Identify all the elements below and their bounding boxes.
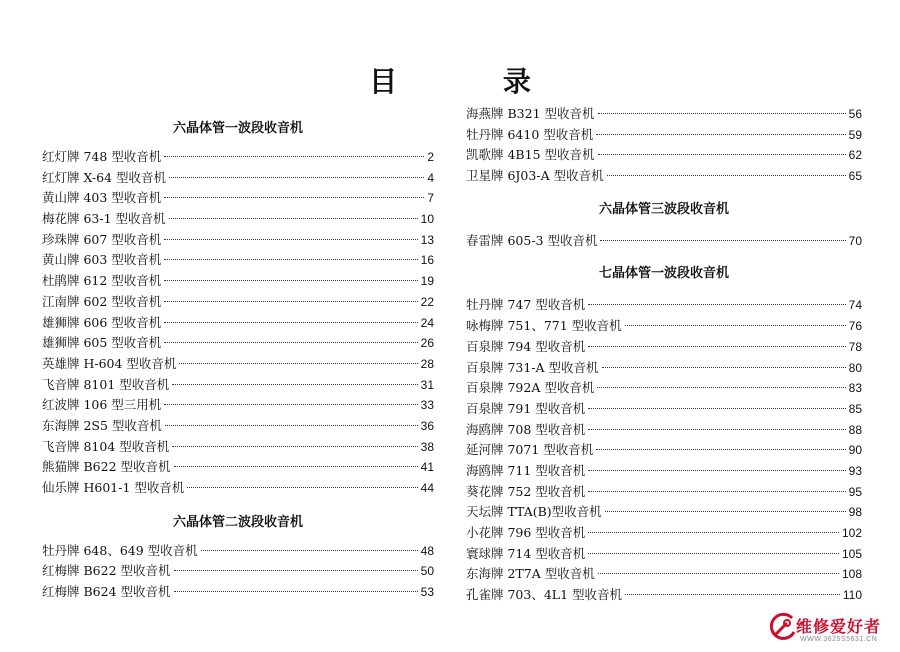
toc-entry-title: 小花牌 796 型收音机 <box>466 525 586 540</box>
toc-section-six-transistor-two-band <box>42 541 434 603</box>
toc-entry-title: 东海牌 2T7A 型收音机 <box>466 566 595 582</box>
watermark-url: WWW.3625S5631.CN <box>800 636 878 643</box>
dot-leader <box>625 594 840 595</box>
toc-entry-page-number: 41 <box>420 460 434 475</box>
toc-entry-title: 梅花牌 63-1 型收音机 <box>42 211 166 227</box>
dot-leader <box>588 429 845 430</box>
dot-leader <box>598 573 839 574</box>
toc-entry-page-number: 22 <box>420 294 434 309</box>
toc-entry-page-number: 83 <box>848 381 862 396</box>
toc-entry <box>466 295 862 316</box>
toc-entry-page-number: 50 <box>420 564 434 579</box>
toc-entry-title: 百泉牌 794 型收音机 <box>466 338 586 354</box>
toc-entry <box>42 375 434 396</box>
toc-entry-page-number: 70 <box>848 233 862 248</box>
toc-entry-title: 孔雀牌 703、4L1 型收音机 <box>466 587 623 603</box>
toc-entry <box>42 209 434 230</box>
toc-entry-title: 黄山牌 403 型收音机 <box>42 190 162 206</box>
toc-entry-title: 天坛牌 TTA(B)型收音机 <box>466 504 602 520</box>
toc-entry-title: 红梅牌 B624 型收音机 <box>42 584 171 600</box>
toc-entry-title: 百泉牌 791 型收音机 <box>466 400 586 416</box>
section-heading: 六晶体管三波段收音机 <box>598 201 729 217</box>
toc-entry-page-number: 80 <box>848 360 862 375</box>
toc-entry-title: 黄山牌 603 型收音机 <box>42 252 162 268</box>
toc-entry-title: 牡丹牌 6410 型收音机 <box>466 126 594 142</box>
toc-entry <box>466 104 862 125</box>
dot-leader <box>201 550 418 551</box>
toc-entry <box>42 437 434 458</box>
toc-entry <box>466 482 862 503</box>
dot-leader <box>174 591 418 592</box>
toc-entry-page-number: 59 <box>848 127 862 142</box>
toc-entry <box>466 585 862 606</box>
toc-entry-page-number: 108 <box>841 567 862 582</box>
dot-leader <box>164 322 417 323</box>
toc-entry-title: 咏梅牌 751、771 型收音机 <box>466 318 622 334</box>
toc-entry-page-number: 88 <box>848 422 862 437</box>
toc-continued-entries <box>466 104 862 187</box>
toc-entry <box>466 440 862 461</box>
toc-entry-title: 红灯牌 X-64 型收音机 <box>42 169 167 185</box>
toc-entry <box>466 358 862 379</box>
toc-entry-page-number: 53 <box>420 585 434 600</box>
toc-entry-title: 海燕牌 B321 型收音机 <box>466 106 595 121</box>
toc-entry <box>42 582 434 603</box>
toc-entry-page-number: 56 <box>848 107 862 121</box>
toc-entry-page-number: 26 <box>420 336 434 351</box>
toc-entry-page-number: 74 <box>848 298 862 313</box>
toc-entry-page-number: 62 <box>848 148 862 163</box>
site-watermark <box>766 608 896 648</box>
toc-entry-title: 杜鹃牌 612 型收音机 <box>42 273 162 289</box>
toc-entry-page-number: 90 <box>848 443 862 458</box>
toc-entry-title: 珍珠牌 607 型收音机 <box>42 231 162 247</box>
toc-entry <box>42 188 434 209</box>
toc-entry-title: 飞音牌 8101 型收音机 <box>42 376 170 392</box>
toc-entry-title: 春雷牌 605-3 型收音机 <box>466 232 598 248</box>
toc-entry <box>466 125 862 146</box>
toc-entry <box>42 395 434 416</box>
toc-entry <box>42 271 434 292</box>
dot-leader <box>174 466 418 467</box>
toc-entry-title: 百泉牌 792A 型收音机 <box>466 380 595 396</box>
toc-entry <box>466 523 862 544</box>
toc-entry-page-number: 102 <box>841 526 862 540</box>
dot-leader <box>588 491 845 492</box>
toc-entry-title: 英雄牌 H-604 型收音机 <box>42 355 177 371</box>
dot-leader <box>588 346 845 347</box>
watermark-name: 维修爱好者 <box>796 617 882 636</box>
toc-entry <box>466 399 862 420</box>
toc-entry-title: 红梅牌 B622 型收音机 <box>42 563 171 579</box>
toc-section-six-transistor-three-band <box>466 231 862 252</box>
dot-leader <box>596 449 845 450</box>
dot-leader <box>169 218 418 219</box>
dot-leader <box>164 301 417 302</box>
toc-entry-title: 红波牌 106 型三用机 <box>42 397 162 413</box>
toc-entry-page-number: 16 <box>420 253 434 268</box>
toc-entry <box>466 420 862 441</box>
toc-entry-page-number: 28 <box>420 356 434 371</box>
dot-leader <box>588 304 845 305</box>
toc-section-seven-transistor-one-band <box>466 295 862 605</box>
toc-entry <box>466 316 862 337</box>
toc-entry-page-number: 31 <box>420 377 434 392</box>
dot-leader <box>164 197 424 198</box>
dot-leader <box>600 240 845 241</box>
toc-entry <box>466 166 862 187</box>
toc-entry-page-number: 48 <box>420 543 434 558</box>
toc-entry-page-number: 93 <box>848 463 862 478</box>
toc-entry <box>42 147 434 168</box>
toc-entry-page-number: 105 <box>841 546 862 561</box>
toc-entry-title: 牡丹牌 648、649 型收音机 <box>42 542 198 558</box>
toc-entry-page-number: 7 <box>427 191 434 206</box>
dot-leader <box>597 387 845 388</box>
toc-entry <box>466 461 862 482</box>
dot-leader <box>588 553 839 554</box>
section-heading: 六晶体管一波段收音机 <box>172 121 303 136</box>
toc-entry <box>42 561 434 582</box>
dot-leader <box>169 177 424 178</box>
toc-entry-page-number: 33 <box>420 398 434 413</box>
toc-entry-title: 江南牌 602 型收音机 <box>42 293 162 309</box>
toc-entry <box>466 502 862 523</box>
toc-entry-page-number: 95 <box>848 484 862 499</box>
wrench-logo-icon <box>766 612 798 644</box>
toc-entry-page-number: 76 <box>848 319 862 334</box>
toc-entry-page-number: 4 <box>427 170 434 185</box>
dot-leader <box>164 342 417 343</box>
toc-entry-page-number: 85 <box>848 401 862 416</box>
page-title: 目 录 <box>369 65 579 98</box>
dot-leader <box>598 113 846 114</box>
dot-leader <box>164 156 424 157</box>
section-heading: 六晶体管二波段收音机 <box>172 514 303 530</box>
dot-leader <box>596 134 845 135</box>
toc-entry <box>42 313 434 334</box>
dot-leader <box>588 532 839 533</box>
toc-entry-title: 卫星牌 6J03-A 型收音机 <box>466 168 604 184</box>
toc-entry <box>466 378 862 399</box>
dot-leader <box>164 404 417 405</box>
toc-entry-title: 仙乐牌 H601-1 型收音机 <box>42 480 185 495</box>
toc-entry <box>42 250 434 271</box>
section-heading: 七晶体管一波段收音机 <box>598 266 729 282</box>
dot-leader <box>164 259 417 260</box>
toc-entry <box>466 544 862 565</box>
dot-leader <box>179 363 417 364</box>
toc-entry-page-number: 19 <box>420 274 434 289</box>
toc-entry-title: 飞音牌 8104 型收音机 <box>42 438 170 454</box>
toc-entry-title: 寰球牌 714 型收音机 <box>466 545 586 561</box>
toc-entry-page-number: 98 <box>848 505 862 520</box>
toc-entry-page-number: 65 <box>848 169 862 184</box>
toc-entry-title: 百泉牌 731-A 型收音机 <box>466 359 599 375</box>
toc-entry-title: 葵花牌 752 型收音机 <box>466 483 586 499</box>
toc-entry-title: 凯歌牌 4B15 型收音机 <box>466 147 595 163</box>
toc-entry-page-number: 13 <box>420 232 434 247</box>
toc-entry-title: 海鸥牌 711 型收音机 <box>466 462 586 478</box>
toc-entry-title: 红灯牌 748 型收音机 <box>42 149 162 164</box>
toc-entry-page-number: 78 <box>848 339 862 354</box>
dot-leader <box>165 425 418 426</box>
toc-entry <box>42 457 434 478</box>
dot-leader <box>625 325 846 326</box>
toc-entry-title: 牡丹牌 747 型收音机 <box>466 297 586 313</box>
toc-entry-page-number: 24 <box>420 315 434 330</box>
toc-entry <box>466 145 862 166</box>
dot-leader <box>602 367 846 368</box>
toc-left-column <box>42 118 434 603</box>
toc-entry-title: 熊猫牌 B622 型收音机 <box>42 459 171 475</box>
toc-right-column <box>466 104 862 606</box>
dot-leader <box>598 154 846 155</box>
dot-leader <box>605 511 846 512</box>
toc-entry-page-number: 38 <box>420 439 434 454</box>
toc-entry <box>42 541 434 562</box>
dot-leader <box>172 446 417 447</box>
toc-entry <box>42 354 434 375</box>
toc-entry-title: 海鸥牌 708 型收音机 <box>466 421 586 437</box>
toc-entry-title: 延河牌 7071 型收音机 <box>466 442 594 458</box>
toc-entry <box>42 416 434 437</box>
toc-entry-page-number: 110 <box>842 588 862 603</box>
dot-leader <box>588 408 845 409</box>
toc-entry-title: 东海牌 2S5 型收音机 <box>42 417 162 433</box>
toc-entry <box>466 564 862 585</box>
toc-entry <box>42 168 434 189</box>
toc-entry-page-number: 10 <box>420 212 434 227</box>
toc-entry-page-number: 2 <box>427 150 434 164</box>
toc-entry-title: 雄狮牌 605 型收音机 <box>42 335 162 351</box>
toc-entry <box>42 478 434 499</box>
toc-entry <box>42 230 434 251</box>
toc-entry <box>42 333 434 354</box>
dot-leader <box>172 384 417 385</box>
toc-entry <box>42 292 434 313</box>
dot-leader <box>164 280 417 281</box>
toc-entry <box>466 231 862 252</box>
toc-entry <box>466 337 862 358</box>
dot-leader <box>607 175 846 176</box>
dot-leader <box>187 487 417 488</box>
toc-entry-page-number: 44 <box>420 481 434 495</box>
dot-leader <box>174 570 418 571</box>
dot-leader <box>164 239 417 240</box>
dot-leader <box>588 470 845 471</box>
toc-entry-page-number: 36 <box>420 418 434 433</box>
toc-entry-title: 雄狮牌 606 型收音机 <box>42 314 162 330</box>
toc-section-six-transistor-one-band <box>42 147 434 499</box>
